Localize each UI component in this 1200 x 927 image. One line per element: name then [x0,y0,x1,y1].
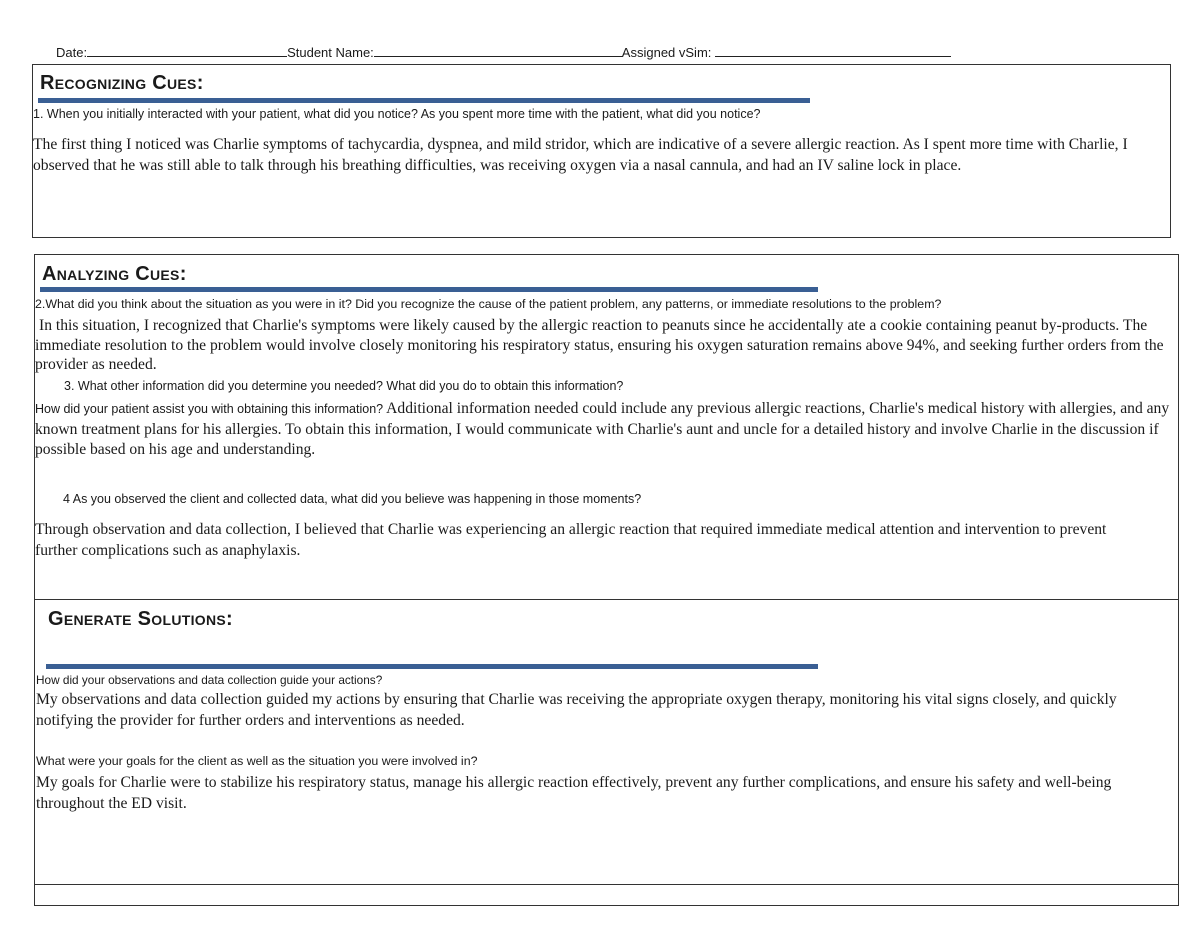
question-3-followup: How did your patient assist you with obtaining this information? [35,402,384,416]
analyzing-cues-title: Analyzing Cues: [42,263,187,285]
question-2: 2.What did you think about the situation as you were in it? Did you recognize the cause of the patient problem, any patterns, or immediate resolutions to the problem? [35,297,942,311]
question-1: 1. When you initially interacted with your patient, what did you notice? As you spent more time with the patient, what did you notice? [33,107,761,121]
question-3: 3. What other information did you determine you needed? What did you do to obtain this information? [64,379,624,393]
answer-3[interactable] [35,399,1175,461]
answer-4[interactable]: Through observation and data collection, I believed that Charlie was experiencing an allergic reaction that required immediate medical attention and intervention to prevent further complications such as anaphylaxis. [35,521,1107,559]
answer-1[interactable]: The first thing I noticed was Charlie symptoms of tachycardia, dyspnea, and mild stridor, which are indicative of a severe allergic reaction. As I spent more time with Charlie, I observed that he was still able to talk through his breathing difficulties, was receiving oxygen via a nasal cannula, and had an IV saline lock in place. [33,136,1128,174]
bottom-divider [34,884,1179,885]
date-blank[interactable] [87,44,287,57]
student-name-blank[interactable] [374,44,622,57]
recognizing-cues-underline [38,98,810,103]
generate-solutions-title: Generate Solutions: [48,608,234,630]
answer-3-text: Additional information needed could include any previous allergic reactions, Charlie's medical history with allergies, and any known treatment plans for his allergies. To obtain this information, I would communicate with Charlie's aunt and uncle for a detailed history and involve Charlie in the discussion if possible based on his age and understanding. [35,400,1170,459]
question-5: How did your observations and data collection guide your actions? [36,673,383,687]
assigned-vsim-label: Assigned vSim: [621,45,712,60]
assigned-vsim-blank[interactable] [715,44,951,57]
form-header [56,44,951,60]
recognizing-cues-title: Recognizing Cues: [40,72,204,94]
question-6: What were your goals for the client as well as the situation you were involved in? [36,754,478,768]
answer-2[interactable]: In this situation, I recognized that Charlie's symptoms were likely caused by the allergic reaction to peanuts since he accidentally ate a cookie containing peanut by-products. The immediate resolution to the problem would involve closely monitoring his respiratory status, ensuring his oxygen saturation remains above 94%, and seeking further orders from the provider as needed. [35,317,1164,374]
analyzing-cues-underline [40,287,818,292]
answer-5[interactable]: My observations and data collection guided my actions by ensuring that Charlie was receiving the appropriate oxygen therapy, monitoring his vital signs closely, and quickly notifying the provider for further orders and interventions as needed. [36,691,1117,729]
date-label: Date: [56,45,88,60]
answer-6[interactable]: My goals for Charlie were to stabilize his respiratory status, manage his allergic reaction effectively, prevent any further complications, and ensure his safety and well-being throughout the ED visit. [36,774,1112,812]
generate-solutions-section [34,599,1179,906]
generate-solutions-underline [46,664,818,669]
question-4: 4 As you observed the client and collected data, what did you believe was happening in those moments? [63,492,642,506]
student-name-label: Student Name: [287,45,374,60]
